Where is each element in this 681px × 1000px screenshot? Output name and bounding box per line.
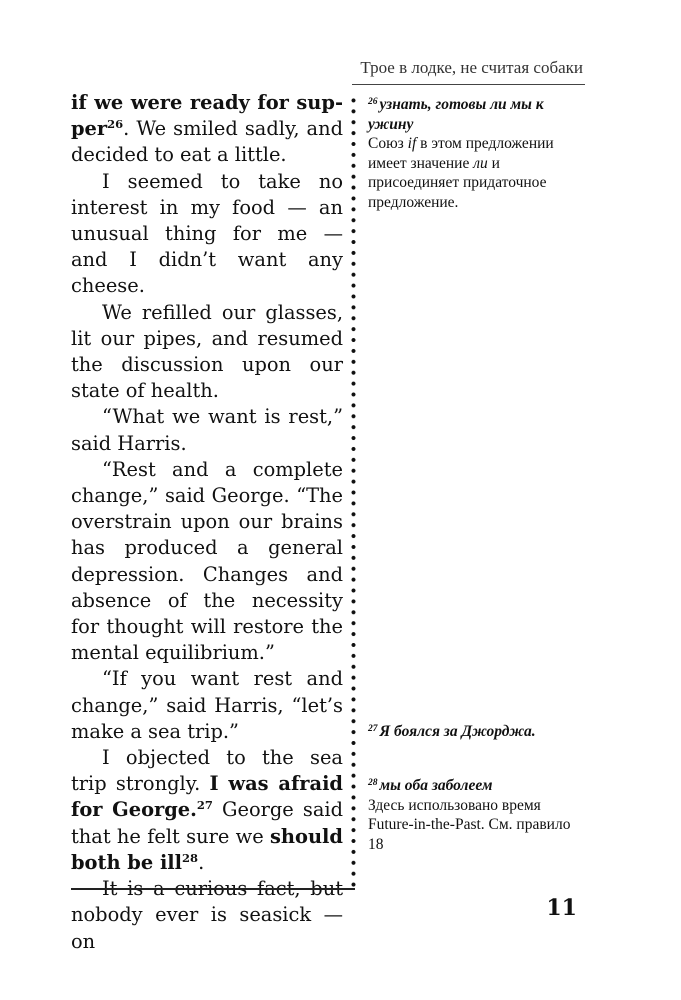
paragraph-1	[71, 90, 343, 169]
paragraph-6: “If you want rest and change,” said Harris, “let’s make a sea trip.”	[71, 667, 343, 743]
note-gloss: мы оба заболеем	[379, 777, 493, 794]
paragraph-8: It is a curious fact, but nobody ever is seasick — on	[71, 877, 343, 953]
running-header-title: Трое в лодке, не считая собаки	[360, 58, 583, 77]
paragraph-7-text-3: .	[198, 850, 205, 874]
margin-note-26	[368, 95, 576, 212]
bold-phrase-should-both-be-ill: should both be ill	[71, 824, 343, 874]
paragraph-7-text-1: I objected to the sea trip strongly.	[71, 746, 343, 796]
note-body-part: Союз	[368, 135, 408, 152]
bold-phrase-afraid-for-george: I was afraid for George.	[71, 772, 343, 822]
note-number: 26	[368, 97, 378, 107]
paragraph-3: We refilled our glasses, lit our pipes, and resumed the discussion upon our state of health.	[71, 300, 343, 403]
margin-note-28	[368, 776, 576, 854]
note-gloss: Я боялся за Джорджа.	[379, 723, 536, 740]
note-number: 28	[368, 778, 378, 788]
note-body	[368, 134, 576, 212]
note-body-italic-if: if	[407, 135, 417, 152]
page-number: 11	[546, 895, 577, 921]
note-body-part: в этом предложении имеет значение	[368, 135, 554, 172]
margin-note-27	[368, 722, 576, 742]
main-text-column	[71, 90, 343, 955]
footnote-ref-26: 26	[107, 117, 124, 132]
note-body-part: и присоединяет придаточное предложение.	[368, 154, 547, 211]
note-number: 27	[368, 724, 378, 734]
paragraph-7	[71, 745, 343, 876]
paragraph-2: I seemed to take no interest in my food — an unusual thing for me — and I didn’t want any cheese.	[71, 169, 343, 298]
bold-phrase-supper: if we were ready for sup-per	[71, 91, 343, 141]
footnote-ref-27: 27	[196, 798, 213, 813]
note-body-italic-li: ли	[473, 154, 488, 172]
paragraph-7-text-2: George said that he felt sure we	[71, 798, 344, 848]
paragraph-5: “Rest and a complete change,” said George. “The overstrain upon our brains has produced a general depression. Changes and absence of the necessity for thought will restore the mental equilibrium.”	[71, 457, 343, 665]
note-gloss: узнать, готовы ли мы к ужину	[368, 96, 544, 133]
header-rule	[352, 84, 585, 85]
dotted-column-divider	[351, 95, 356, 888]
bottom-rule	[71, 888, 355, 890]
note-body: Здесь использовано время Future-in-the-Past. См. правило 18	[368, 796, 571, 853]
footnote-ref-28: 28	[182, 850, 199, 865]
paragraph-1-rest: . We smiled sadly, and decided to eat a little.	[71, 117, 343, 167]
paragraph-4: “What we want is rest,” said Harris.	[71, 405, 343, 455]
